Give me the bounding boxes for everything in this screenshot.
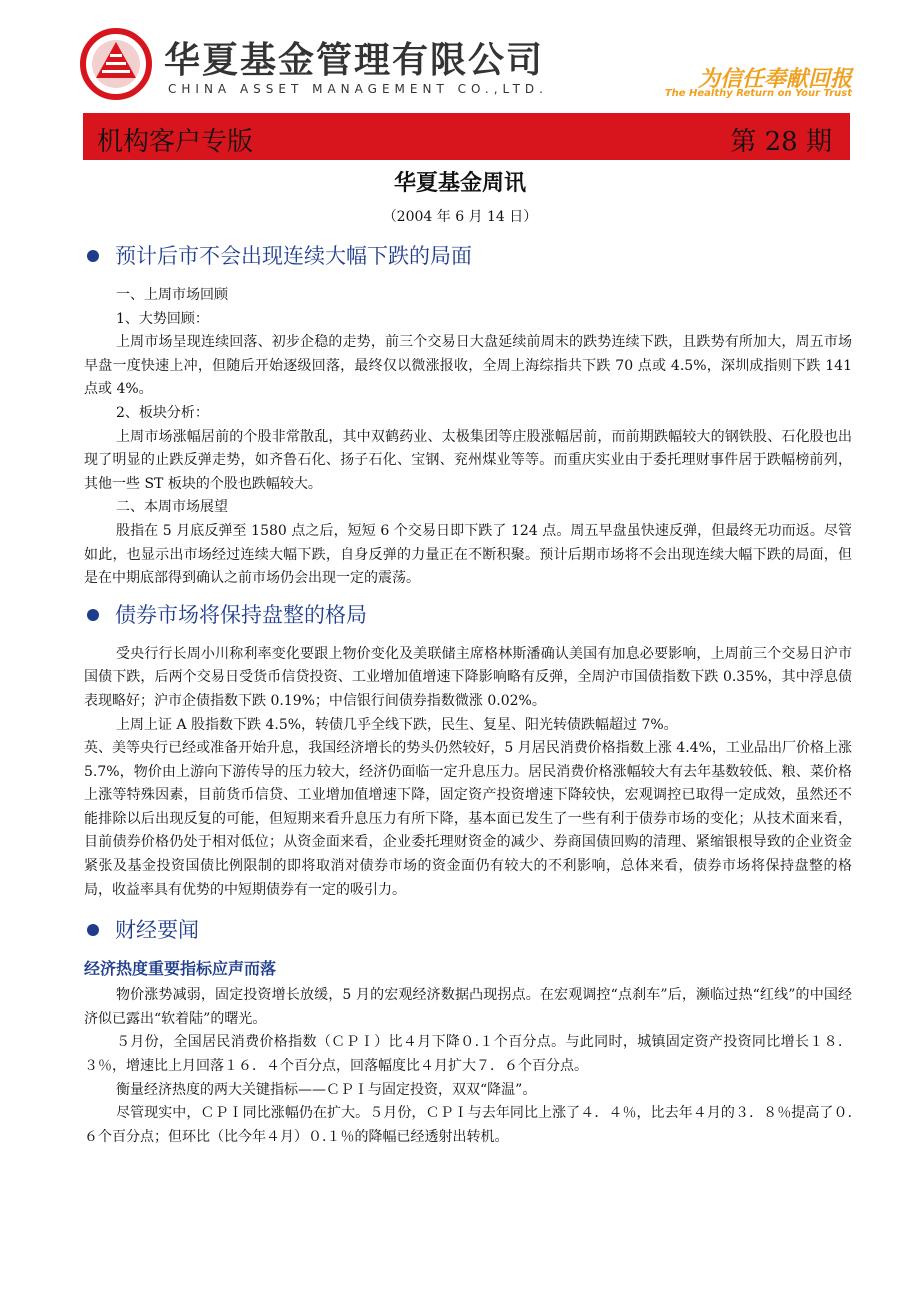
paragraph: 2、板块分析： [116, 404, 209, 421]
bullet-icon [87, 609, 99, 621]
letterhead [80, 26, 860, 106]
page-title: 华夏基金周讯 [393, 171, 526, 196]
company-logo-icon [80, 28, 152, 100]
paragraph: 英、美等央行已经或准备开始升息，我国经济增长的势头仍然较好，5 月居民消费价格指数上涨 4.4%，工业品出厂价格上涨 5.7%，物价由上游向下游传导的压力较大，经济仍面临一定升息压力。居民消费价格涨幅较大有去年基数较低、粮、菜价格上涨等特殊因素，目前货币信贷、工业增加值增速下降，固定资产投资增速下降较快，宏观调控已取得一定成效，虽然还不能排除以后出现反复的可能，但短期来看升息压力有所下降，基本面已发生了一些有利于债券市场的变化；从技术面来看，目前债券价格仍处于相对低位；从资金面来看，企业委托理财资金的减少、券商国债回购的清理、紧缩银根导致的企业资金紧张及基金投资国债比例限制的即将取消对债券市场的资金面仍有较大的不利影响，总体来看，债券市场将保持盘整的格局，收益率具有优势的中短期债券有一定的吸引力。 [84, 740, 852, 898]
issue-number: 第 28 期 [730, 127, 832, 157]
paragraph: 受央行行长周小川称利率变化要跟上物价变化及美联储主席格林斯潘确认美国有加息必要影响，上周前三个交易日沪市国债下跌，后两个交易日受货币信贷投资、工业增加值增速下降影响略有反弹，全周沪市国债指数下跌 0.35%，其中浮息债表现略好；沪市企债指数下跌 0.19%；中信银行间债券指数微涨 0.02%。 [84, 645, 852, 709]
issue-date: （2004 年 6 月 14 日） [382, 209, 538, 225]
paragraph: 上周市场涨幅居前的个股非常散乱，其中双鹤药业、太极集团等庄股涨幅居前，而前期跌幅较大的钢铁股、石化股也出现了明显的止跌反弹走势，如齐鲁石化、扬子石化、宝钢、兖州煤业等等。而重庆实业由于委托理财事件居于跌幅榜前列，其他一些 ST 板块的个股也跌幅较大。 [84, 428, 852, 492]
paragraph: 上周上证 A 股指数下跌 4.5%，转债几乎全线下跌，民生、复星、阳光转债跌幅超过 7%。 [116, 716, 678, 733]
paragraph: ５月份，全国居民消费价格指数（ＣＰＩ）比４月下降０.１个百分点。与此同时，城镇固定资产投资同比增长１８．３％，增速比上月回落１６．４个百分点，回落幅度比４月扩大７．６个百分点。 [84, 1034, 852, 1075]
news-subheading: 经济热度重要指标应声而落 [84, 959, 277, 979]
paragraph: 物价涨势减弱，固定投资增长放缓，5 月的宏观经济数据凸现拐点。在宏观调控“点刹车”后，濒临过热“红线”的中国经济似已露出“软着陆”的曙光。 [84, 987, 852, 1027]
paragraph: 尽管现实中，ＣＰＩ同比涨幅仍在扩大。５月份，ＣＰＩ与去年同比上涨了４．４％，比去年４月的３．８％提高了０.６个百分点；但环比（比今年４月）０.１％的降幅已经透射出转机。 [84, 1105, 852, 1145]
paragraph: 上周市场呈现连续回落、初步企稳的走势，前三个交易日大盘延续前周末的跌势连续下跌，且跌势有所加大，周五市场早盘一度快速上冲，但随后开始逐级回落，最终仅以微涨报收，全周上海综指共下跌 70 点或 4.5%，深圳成指则下跌 141 点或 4%。 [84, 334, 852, 398]
edition-banner [83, 113, 850, 160]
paragraph: 衡量经济热度的两大关键指标——ＣＰＩ与固定投资，双双“降温”。 [116, 1081, 537, 1098]
edition-label: 机构客户专版 [97, 127, 254, 157]
slogan-en: The Healthy Return on Your Trust [664, 88, 852, 99]
section-heading-bond: 债券市场将保持盘整的格局 [84, 593, 852, 637]
bullet-icon [87, 924, 99, 936]
paragraph: 股指在 5 月底反弹至 1580 点之后，短短 6 个交易日即下跌了 124 点。周五早盘虽快速反弹，但最终无功而返。尽管如此，也显示出市场经过连续大幅下跌，自身反弹的力量正在不断积聚。预计后期市场将不会出现连续大幅下跌的局面，但是在中期底部得到确认之前市场仍会出现一定的震荡。 [84, 522, 852, 587]
section-heading-news: 财经要闻 [84, 908, 852, 952]
bullet-icon [87, 250, 99, 262]
article-body [84, 234, 852, 1149]
slogan-cn: 为信任奉献回报 [697, 67, 852, 92]
paragraph: 二、本周市场展望 [116, 499, 228, 516]
company-name-cn: 华夏基金管理有限公司 [164, 40, 545, 81]
paragraph: 1、大势回顾： [116, 310, 209, 327]
company-name-en: CHINA ASSET MANAGEMENT CO.,LTD. [168, 82, 548, 96]
section-heading-market: 预计后市不会出现连续大幅下跌的局面 [84, 234, 852, 278]
paragraph: 一、上周市场回顾 [116, 287, 228, 303]
